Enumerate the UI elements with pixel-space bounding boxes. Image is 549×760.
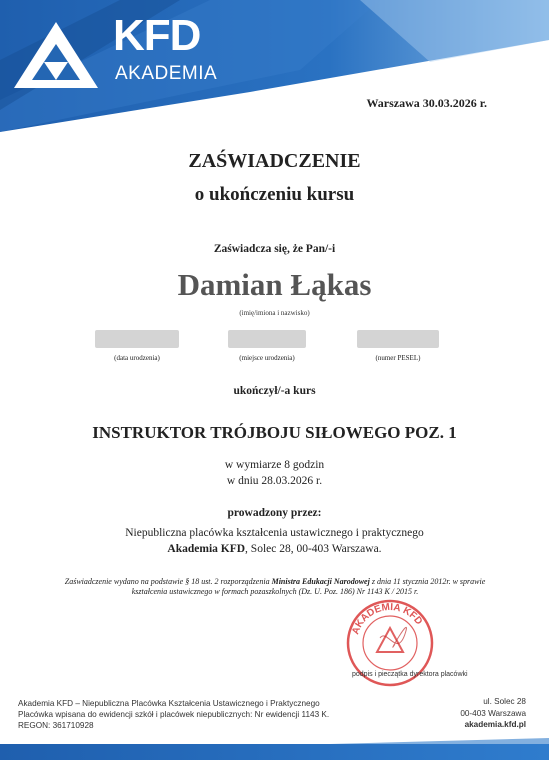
- institution-description: Niepubliczna placówka kształcenia ustawicznego i praktycznego: [125, 527, 424, 539]
- footer-street: ul. Solec 28: [483, 697, 526, 706]
- stamp-text: AKADEMIA KFD: [350, 601, 425, 637]
- legal-text-1: Zaświadczenie wydano na podstawie § 18 ust. 2 rozporządzenia: [64, 577, 272, 586]
- birth-date-label: (data urodzenia): [114, 354, 160, 362]
- birth-date-redacted: [95, 330, 179, 348]
- logo-kfd: KFD: [113, 11, 201, 60]
- pesel-redacted: [357, 330, 439, 348]
- issue-date: Warszawa 30.03.2026 r.: [366, 96, 487, 110]
- header-band: [0, 0, 549, 150]
- intro-text: Zaświadcza się, że Pan/-i: [213, 243, 336, 255]
- logo-akademia: AKADEMIA: [115, 63, 218, 84]
- institution-address: , Solec 28, 00-403 Warszawa.: [245, 543, 382, 555]
- document-title: ZAŚWIADCZENIE: [188, 150, 361, 172]
- footer-website: akademia.kfd.pl: [464, 720, 526, 729]
- footer-band: [0, 738, 549, 760]
- footer-left: [18, 698, 329, 731]
- course-duration: w wymiarze 8 godzin: [224, 459, 325, 471]
- course-name: INSTRUKTOR TRÓJBOJU SIŁOWEGO POZ. 1: [92, 423, 457, 442]
- footer-right: [460, 696, 526, 731]
- course-date: w dniu 28.03.2026 r.: [226, 475, 323, 487]
- institution-name: Akademia KFD: [167, 543, 246, 555]
- pesel-label: (numer PESEL): [375, 354, 421, 362]
- footer-city: 00-403 Warszawa: [460, 708, 526, 718]
- birth-place-redacted: [228, 330, 306, 348]
- footer-registry: Placówka wpisana do ewidencji szkół i placówek niepublicznych: Nr ewidencji 1143 K.: [18, 710, 330, 719]
- person-name: Damian Łąkas: [177, 267, 372, 302]
- document-subtitle: o ukończeniu kursu: [194, 184, 355, 205]
- legal-basis: [60, 577, 490, 597]
- legal-text-2: z dnia 11 stycznia 2012r. w sprawie kształcenia ustawicznego w formach pozaszkolnych (Dz. U. Poz. 186) Nr 1143 K / 2015 r.: [131, 577, 486, 596]
- birth-place-label: (miejsce urodzenia): [239, 354, 295, 362]
- conducted-by-label: prowadzony przez:: [227, 507, 322, 519]
- footer-institution: Akademia KFD – Niepubliczna Placówka Kształcenia Ustawicznego i Praktycznego: [18, 699, 320, 708]
- completed-text: ukończył/-a kurs: [233, 385, 316, 397]
- name-caption: (imię/imiona i nazwisko): [239, 309, 310, 317]
- signature-caption: podpis i pieczątka dyrektora placówki: [352, 671, 468, 678]
- legal-ministry: Ministra Edukacji Narodowej: [271, 577, 370, 586]
- institution-address-line: [0, 543, 549, 555]
- footer-regon: REGON: 361710928: [18, 721, 94, 730]
